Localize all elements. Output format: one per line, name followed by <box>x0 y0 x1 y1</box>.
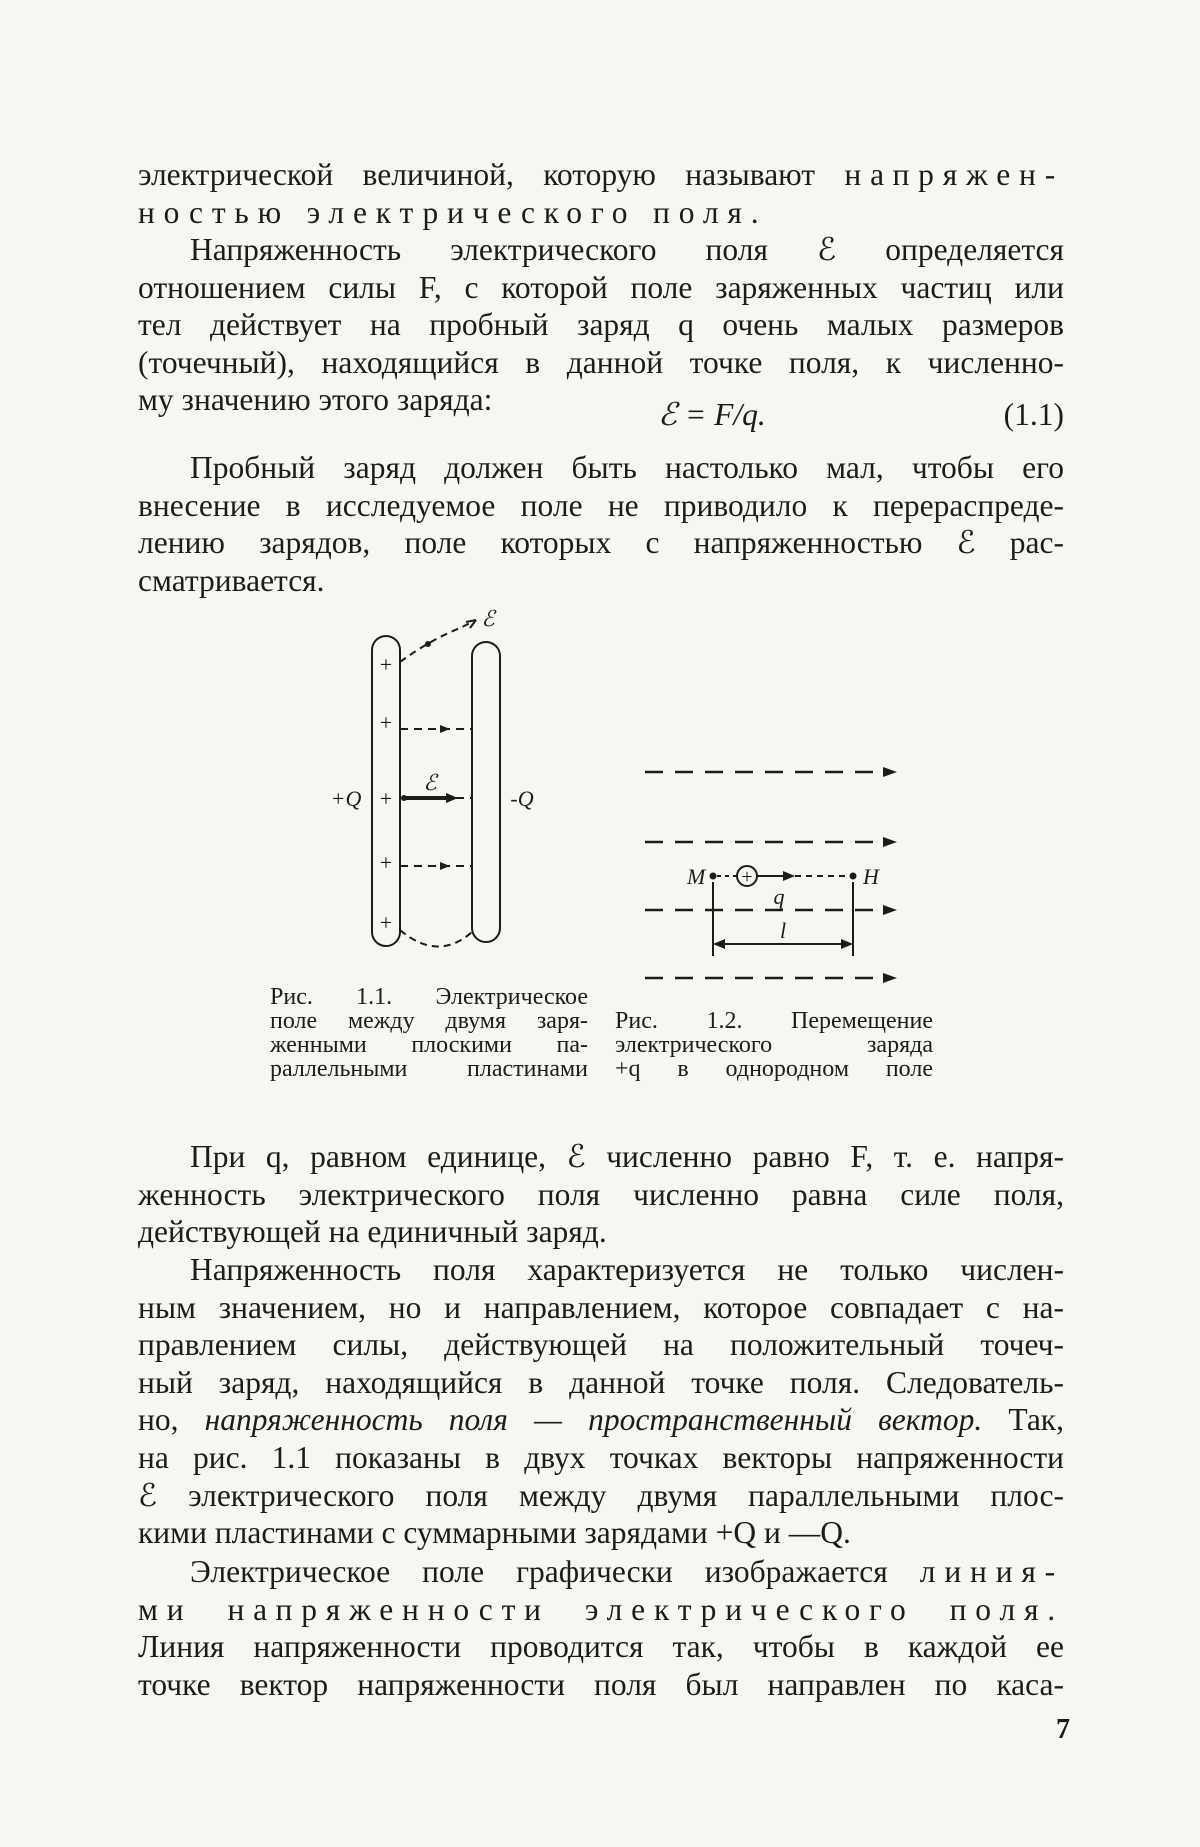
arrowhead <box>883 973 897 983</box>
text-line: действующей на единичный заряд. <box>138 1214 607 1250</box>
text-line: Напряженность поля характеризуется не только числен- <box>190 1252 1064 1287</box>
paragraph-test-charge <box>138 449 1064 599</box>
text-line: ным значением, но и направлением, которое совпадает с на- <box>138 1289 1064 1325</box>
spaced-term: ми напряженности электрического поля. <box>138 1591 1064 1627</box>
label-plus-q: +Q <box>330 786 362 811</box>
caption-figure-1-2 <box>615 1009 933 1081</box>
label-q: q <box>773 884 785 909</box>
text-line: Так, <box>982 1402 1064 1438</box>
plus-sign: + <box>379 850 393 875</box>
text-line: точке вектор напряженности поля был направлен по каса- <box>138 1666 1064 1702</box>
formula-number: (1.1) <box>1003 397 1064 432</box>
label-m: М <box>687 864 706 889</box>
text-line: тел действует на пробный заряд q очень малых размеров <box>138 307 1064 343</box>
plus-sign: + <box>379 786 393 811</box>
point-m <box>710 873 717 880</box>
right-plate <box>472 642 500 942</box>
caption-line: раллельными пластинами <box>270 1056 588 1082</box>
caption-figure-1-1 <box>270 985 588 1081</box>
figure-1-2 <box>635 750 925 990</box>
text-line: сматривается. <box>138 562 325 598</box>
text-line: ный заряд, находящийся в данной точке поля. Следователь- <box>138 1364 1064 1400</box>
text-line: При q, равном единице, ℰ численно равно F, т. е. напря- <box>190 1139 1064 1174</box>
caption-line: Рис. 1.1. Электрическое <box>270 984 588 1010</box>
formula-1-1 <box>138 396 1064 434</box>
text-line: лению зарядов, поле которых с напряженностью ℰ рас- <box>138 525 1064 561</box>
plus-sign: + <box>379 910 393 935</box>
caption-line: +q в однородном поле <box>615 1056 933 1082</box>
text-line: Напряженность электрического поля ℰ определяется <box>190 232 1064 267</box>
paragraph-field-lines <box>138 1553 1064 1703</box>
arrowhead <box>440 725 450 733</box>
paragraph-definition <box>138 231 1064 419</box>
label-e-top: ℰ <box>481 606 495 631</box>
text-line: внесение в исследуемое поле не приводило к перераспреде- <box>138 487 1064 523</box>
spaced-term: напряжен- <box>844 157 1064 192</box>
paragraph-vector <box>138 1251 1064 1552</box>
spaced-term: линия- <box>919 1554 1064 1589</box>
text-line: ℰ электрического поля между двумя параллельными плос- <box>138 1477 1064 1513</box>
arrowhead <box>883 837 897 847</box>
vector-e-mid <box>406 796 450 800</box>
italic-statement: напряженность поля — пространственный вектор. <box>204 1402 983 1438</box>
text-line: му значению этого заряда: <box>138 382 493 418</box>
text-line: (точечный), находящийся в данной точке поля, к численно- <box>138 344 1064 380</box>
text-line: правлением силы, действующей на положительный точеч- <box>138 1327 1064 1363</box>
label-minus-q: -Q <box>510 786 534 811</box>
text-line: на рис. 1.1 показаны в двух точках векторы напряженности <box>138 1439 1064 1475</box>
plus-sign: + <box>379 710 393 735</box>
label-n: Н <box>863 864 879 889</box>
text-line: отношением силы F, с которой поле заряженных частиц или <box>138 269 1064 305</box>
plus-sign: + <box>379 652 393 677</box>
point-n <box>850 873 857 880</box>
paragraph-intro <box>138 156 1064 231</box>
text-line: Линия напряженности проводится так, чтобы в каждой ее <box>138 1629 1064 1665</box>
page-number: 7 <box>1056 1714 1070 1745</box>
formula-expression: ℰ = F/q. <box>658 397 766 432</box>
top-field-line <box>400 620 476 662</box>
label-e-mid: ℰ <box>423 770 437 795</box>
arrowhead <box>440 862 450 870</box>
text-line: но, <box>138 1402 205 1438</box>
text-line: Электрическое поле графически изображается <box>190 1554 920 1589</box>
figure-1-1 <box>300 600 540 970</box>
caption-line: Рис. 1.2. Перемещение <box>615 1008 933 1034</box>
text-line: электрической величиной, которую называют <box>138 157 845 192</box>
charge-symbol: + <box>741 866 753 888</box>
text-line: женность электрического поля численно равна силе поля, <box>138 1176 1064 1212</box>
caption-line: женными плоскими па- <box>270 1032 588 1058</box>
caption-line: электрического заряда <box>615 1032 933 1058</box>
paragraph-unit-charge <box>138 1138 1064 1251</box>
caption-line: поле между двумя заря- <box>270 1008 588 1034</box>
test-charge <box>425 641 431 647</box>
arrowhead <box>883 767 897 777</box>
arrowhead <box>883 905 897 915</box>
bottom-field-line <box>400 930 472 947</box>
text-line: кими пластинами с суммарными зарядами +Q и —Q. <box>138 1515 851 1551</box>
text-line: Пробный заряд должен быть настолько мал, чтобы его <box>190 450 1064 485</box>
spaced-term: ностью электрического поля. <box>138 194 768 230</box>
label-l: l <box>779 918 787 943</box>
